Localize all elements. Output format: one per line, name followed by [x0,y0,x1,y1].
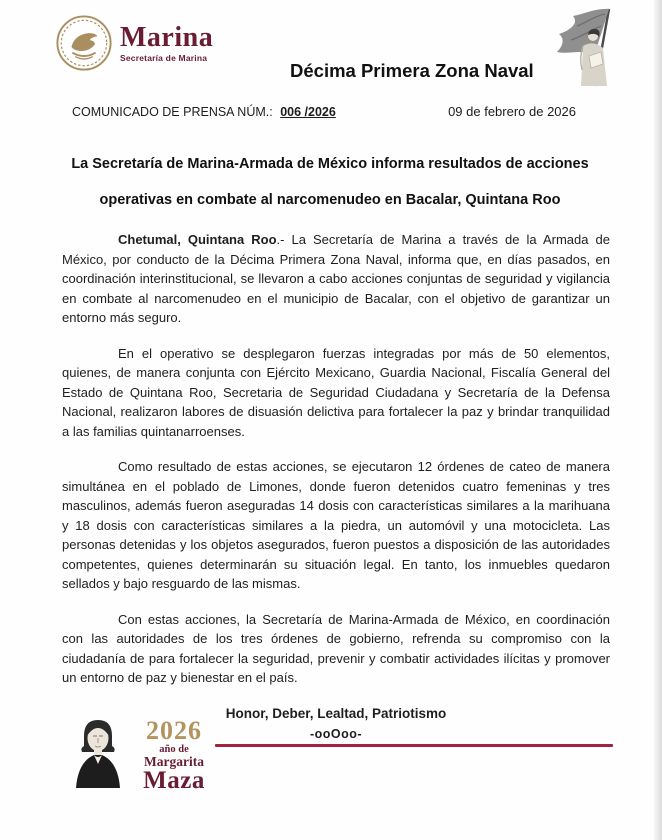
title-line-1: La Secretaría de Marina-Armada de México informa resultados de acciones [71,156,589,172]
paragraph-4: Con estas acciones, la Secretaría de Marina-Armada de México, en coordinación con las autoridades de los tres órdenes de gobierno, refrenda su compromiso con la ciudadanía de para fortalecer la seguridad, prevenir y combatir actividades ilícitas y promover un entorno de paz y bienestar en el país. [62,611,610,685]
meta-row [72,104,576,119]
document-title [40,146,620,218]
paragraph-1 [62,230,610,328]
margarita-maza-caption [128,718,220,793]
zone-title: Décima Primera Zona Naval [290,60,534,81]
page-edge-shadow [654,0,662,840]
motto: Honor, Deber, Lealtad, Patriotismo [225,705,447,721]
maza-caption-line-2: Margarita [144,754,204,769]
footer-rule [215,744,613,747]
marina-wordmark-block [120,23,213,63]
release-label: COMUNICADO DE PRENSA NÚM.: [72,105,273,119]
woman-with-flag-illustration [549,6,629,90]
maza-caption-line-3: Maza [143,767,205,794]
title-line-2: operativas en combate al narcomenudeo en Bacalar, Quintana Roo [99,192,561,208]
mexican-national-seal-icon [55,14,113,72]
release-number: 006 /2026 [280,105,336,119]
margarita-maza-portrait-illustration [66,716,130,788]
paragraph-1-text: .- La Secretaría de Marina a través de la Armada de México, por conducto de la Décima Primera Zona Naval, informa que, en días pasados, en coordinación interinstitucional, se llevaron a cabo acciones conjuntas de seguridad y vigilancia en combate al narcomenudeo en el municipio de Bacalar, con el objetivo de garantizar un entorno más seguro. [62,232,610,325]
marina-logo [55,14,213,72]
paragraph-3: Como resultado de estas acciones, se ejecutaron 12 órdenes de cateo de manera simultánea en el poblado de Limones, donde fueron detenidos cuatro femeninas y tres masculinos, además fueron aseguradas 14 dosis con características similares a la marihuana y 18 dosis con características similares a la piedra, un automóvil y una motocicleta. Las personas detenidas y los objetos asegurados, fueron puestos a disposición de las autoridades competentes, quienes determinarán su situación legal. En tanto, los inmuebles quedaron sellados y bajo resguardo de las mismas. [62,459,610,591]
marina-wordmark: Marina [120,22,214,53]
release-date: 09 de febrero de 2026 [448,104,576,119]
document-body [62,230,610,745]
marina-subtitle: Secretaría de Marina [120,53,208,63]
dateline: Chetumal, Quintana Roo [118,232,277,247]
end-mark: -ooOoo- [309,727,363,741]
maza-year: 2026 [146,716,202,745]
maza-caption-line-1: año de [159,744,189,755]
paragraph-2: En el operativo se desplegaron fuerzas integradas por más de 50 elementos, quienes, de manera conjunta con Ejército Mexicano, Guardia Nacional, Fiscalía General del Estado de Quintana Roo, Secretaria de Seguridad Ciudadana y Secretaría de la Defensa Nacional, realizaron labores de disuasión delictiva para fortalecer la paz y brindar tranquilidad a las familias quintanarroenses. [62,345,610,439]
release-number-line [72,105,336,119]
